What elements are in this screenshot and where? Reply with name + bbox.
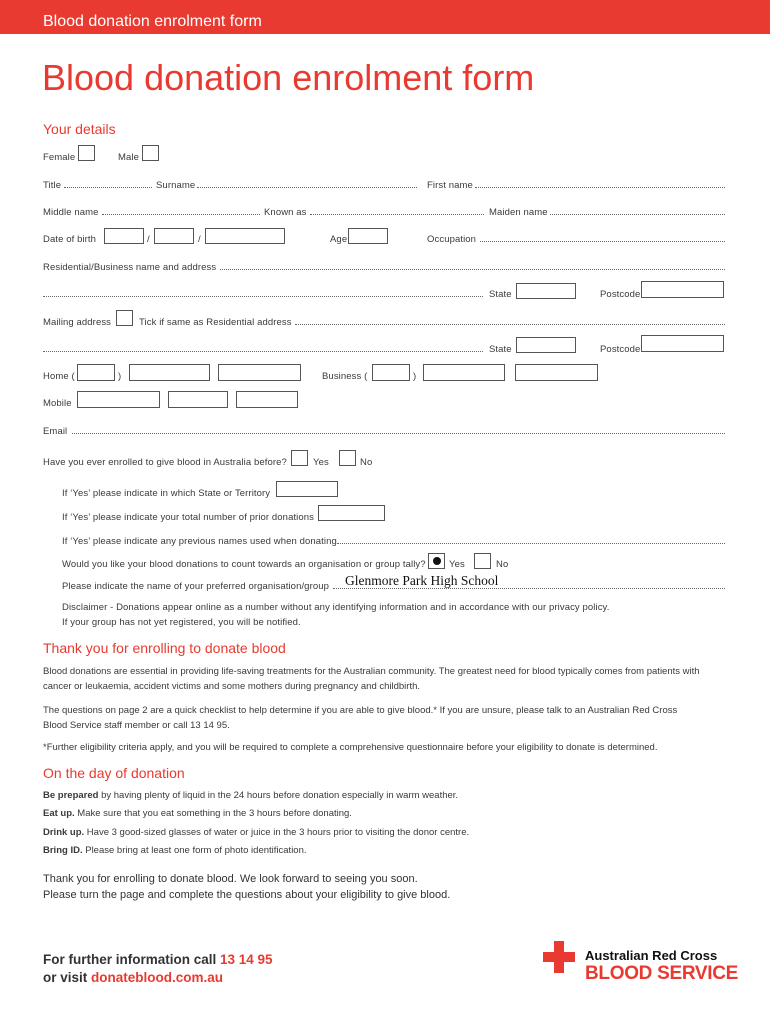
on-the-day-heading: On the day of donation bbox=[43, 765, 185, 781]
dob-slash-1: / bbox=[147, 234, 150, 245]
middle-name-field[interactable] bbox=[102, 214, 260, 215]
if-yes-total-label: If ‘Yes’ please indicate your total number of prior donations bbox=[62, 512, 315, 523]
business-label: Business ( bbox=[322, 371, 368, 382]
tally-no-checkbox[interactable] bbox=[474, 553, 491, 569]
known-as-field[interactable] bbox=[310, 214, 484, 215]
known-as-label: Known as bbox=[264, 207, 307, 218]
first-name-label: First name bbox=[427, 180, 473, 191]
mobile-part-3-input[interactable] bbox=[236, 391, 298, 408]
thank-you-paragraph-3: *Further eligibility criteria apply, and you will be required to complete a comprehensive questionnaire before your eligibility to donate is determined. bbox=[43, 742, 658, 753]
email-label: Email bbox=[43, 426, 68, 437]
mailing-line-2[interactable] bbox=[43, 351, 483, 352]
footer-call-prefix: For further information call bbox=[43, 952, 221, 967]
item-text: by having plenty of liquid in the 24 hours before donation especially in warm weather. bbox=[98, 790, 459, 801]
mailing-postcode-label: Postcode bbox=[600, 344, 641, 355]
if-yes-names-label: If ‘Yes’ please indicate any previous names used when donating bbox=[62, 536, 337, 547]
dob-year-input[interactable] bbox=[205, 228, 285, 244]
on-the-day-item bbox=[43, 825, 733, 840]
tally-no-label: No bbox=[496, 559, 509, 570]
home-area-code-input[interactable] bbox=[77, 364, 115, 381]
footer-phone[interactable]: 13 14 95 bbox=[220, 952, 273, 967]
mailing-postcode-input[interactable] bbox=[641, 335, 724, 352]
item-text: Have 3 good-sized glasses of water or juice in the 3 hours prior to visiting the donor centre. bbox=[84, 827, 470, 838]
closing-line-2: Please turn the page and complete the questions about your eligibility to give blood. bbox=[43, 889, 451, 901]
prior-state-input[interactable] bbox=[276, 481, 338, 497]
tally-question: Would you like your blood donations to count towards an organisation or group tally? bbox=[62, 559, 426, 570]
residential-postcode-input[interactable] bbox=[641, 281, 724, 298]
p1-line-1: Blood donations are essential in providing life-saving treatments for the Australian community. The greatest need for blood typically comes from patients with bbox=[43, 666, 700, 677]
logo-text-line-2: BLOOD SERVICE bbox=[585, 963, 739, 984]
middle-name-label: Middle name bbox=[43, 207, 99, 218]
footer-website-link[interactable]: donateblood.com.au bbox=[91, 970, 224, 985]
residential-label: Residential/Business name and address bbox=[43, 262, 217, 273]
on-the-day-item bbox=[43, 806, 733, 821]
business-area-code-input[interactable] bbox=[372, 364, 410, 381]
email-field[interactable] bbox=[72, 433, 725, 434]
thank-you-paragraph-1 bbox=[43, 664, 733, 694]
title-label: Title bbox=[43, 180, 62, 191]
item-bold: Drink up. bbox=[43, 827, 85, 838]
home-number-part-2-input[interactable] bbox=[218, 364, 301, 381]
footer-call bbox=[43, 952, 273, 967]
item-bold: Bring ID. bbox=[43, 845, 83, 856]
your-details-heading: Your details bbox=[43, 121, 116, 137]
dob-day-input[interactable] bbox=[104, 228, 144, 244]
item-text: Make sure that you eat something in the 3 hours before donating. bbox=[74, 808, 352, 819]
home-number-part-1-input[interactable] bbox=[129, 364, 210, 381]
item-bold: Eat up. bbox=[43, 808, 75, 819]
female-checkbox[interactable] bbox=[78, 145, 95, 161]
home-label: Home ( bbox=[43, 371, 75, 382]
organisation-label: Please indicate the name of your preferred organisation/group bbox=[62, 581, 329, 592]
p1-line-2: cancer or leukaemia, accident victims and some mothers during pregnancy and childbirth. bbox=[43, 681, 421, 692]
dob-month-input[interactable] bbox=[154, 228, 194, 244]
female-label: Female bbox=[43, 152, 76, 163]
thank-you-paragraph-2 bbox=[43, 703, 733, 733]
footer-visit-prefix: or visit bbox=[43, 970, 92, 985]
tick-same-label: Tick if same as Residential address bbox=[139, 317, 292, 328]
surname-label: Surname bbox=[156, 180, 196, 191]
enrolled-yes-checkbox[interactable] bbox=[291, 450, 308, 466]
residential-state-input[interactable] bbox=[516, 283, 576, 299]
logo-text-line-1: Australian Red Cross bbox=[585, 948, 718, 963]
maiden-name-label: Maiden name bbox=[489, 207, 548, 218]
residential-line-1[interactable] bbox=[220, 269, 725, 270]
age-label: Age bbox=[330, 234, 348, 245]
on-the-day-item bbox=[43, 788, 733, 803]
title-field[interactable] bbox=[64, 187, 152, 188]
tally-yes-label: Yes bbox=[449, 559, 465, 570]
top-banner bbox=[0, 0, 770, 34]
tally-yes-checkbox[interactable] bbox=[428, 553, 445, 569]
postcode-label: Postcode bbox=[600, 289, 641, 300]
closing-line-1: Thank you for enrolling to donate blood. We look forward to seeing you soon. bbox=[43, 873, 418, 885]
enrolled-yes-label: Yes bbox=[313, 457, 329, 468]
occupation-field[interactable] bbox=[480, 241, 725, 242]
business-number-part-2-input[interactable] bbox=[515, 364, 598, 381]
disclaimer-line-2: If your group has not yet registered, you will be notified. bbox=[62, 617, 301, 628]
surname-field[interactable] bbox=[197, 187, 417, 188]
state-label: State bbox=[489, 289, 512, 300]
mailing-label: Mailing address bbox=[43, 317, 112, 328]
mailing-line-1[interactable] bbox=[295, 324, 725, 325]
business-number-part-1-input[interactable] bbox=[423, 364, 505, 381]
p2-line-2: Blood Service staff member or call 13 14 95. bbox=[43, 720, 230, 731]
disclaimer-line-1: Disclaimer - Donations appear online as a number without any identifying information and in accordance with our privacy policy. bbox=[62, 602, 610, 613]
occupation-label: Occupation bbox=[427, 234, 477, 245]
maiden-name-field[interactable] bbox=[550, 214, 725, 215]
dob-slash-2: / bbox=[198, 234, 201, 245]
item-bold: Be prepared bbox=[43, 790, 99, 801]
p2-line-1: The questions on page 2 are a quick checklist to help determine if you are able to give blood.* If you are unsure, please talk to an Australian Red Cross bbox=[43, 705, 678, 716]
if-yes-state-label: If ‘Yes’ please indicate in which State or Territory bbox=[62, 488, 271, 499]
footer-visit bbox=[43, 970, 223, 985]
prior-donations-input[interactable] bbox=[318, 505, 385, 521]
red-cross-logo-icon bbox=[543, 941, 575, 973]
male-label: Male bbox=[118, 152, 139, 163]
home-close-paren: ) bbox=[118, 371, 122, 382]
on-the-day-item bbox=[43, 843, 733, 858]
enrolled-no-checkbox[interactable] bbox=[339, 450, 356, 466]
previous-names-field[interactable] bbox=[337, 543, 725, 544]
mailing-state-label: State bbox=[489, 344, 512, 355]
mobile-label: Mobile bbox=[43, 398, 72, 409]
organisation-value: Glenmore Park High School bbox=[345, 573, 499, 588]
banner-text: Blood donation enrolment form bbox=[43, 13, 262, 30]
business-close-paren: ) bbox=[413, 371, 417, 382]
thank-you-heading: Thank you for enrolling to donate blood bbox=[43, 640, 286, 656]
mobile-part-1-input[interactable] bbox=[77, 391, 160, 408]
enrolled-no-label: No bbox=[360, 457, 373, 468]
page-title: Blood donation enrolment form bbox=[42, 57, 535, 98]
age-input[interactable] bbox=[348, 228, 388, 244]
mobile-part-2-input[interactable] bbox=[168, 391, 228, 408]
mailing-state-input[interactable] bbox=[516, 337, 576, 353]
male-checkbox[interactable] bbox=[142, 145, 159, 161]
residential-line-2[interactable] bbox=[43, 296, 483, 297]
dob-label: Date of birth bbox=[43, 234, 97, 245]
enrolled-question: Have you ever enrolled to give blood in Australia before? bbox=[43, 457, 287, 468]
first-name-field[interactable] bbox=[475, 187, 725, 188]
same-address-checkbox[interactable] bbox=[116, 310, 133, 326]
item-text: Please bring at least one form of photo identification. bbox=[82, 845, 307, 856]
